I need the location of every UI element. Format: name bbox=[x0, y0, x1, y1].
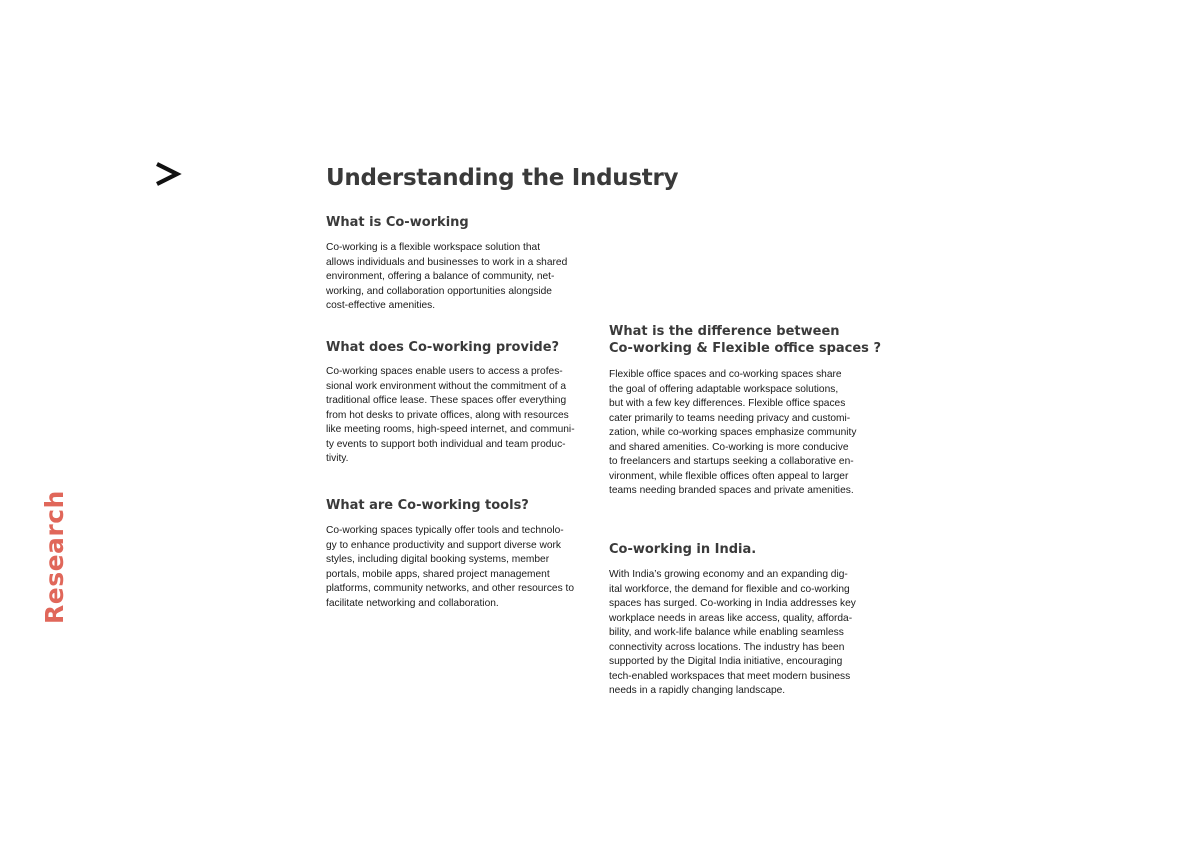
section-body: Co-working is a flexible workspace solution that allows individuals and businesses to work in a shared environment, offering a balance of community, net- working, and collaboration opportunities alongside cost-effective amenities. bbox=[326, 242, 568, 311]
section-coworking-vs-flexible bbox=[609, 323, 881, 499]
section-heading: Co-working in India. bbox=[609, 542, 757, 557]
section-body: Flexible office spaces and co-working spaces share the goal of offering adaptable workspace solutions, but with a few key differences. Flexible office spaces cater primarily to teams needing privacy and customi- zation, while co-working spaces emphasize community and shared amenities. Co-working is more conducive to freelancers and startups seeking a collaborative en- vironment, while flexible offices often appeal to larger teams needing branded spaces and private amenities. bbox=[609, 369, 857, 496]
section-heading: What is the difference between Co-working & Flexible office spaces ? bbox=[609, 324, 881, 356]
section-side-label: Research bbox=[40, 490, 69, 624]
section-heading: What are Co-working tools? bbox=[326, 498, 529, 513]
section-body: Co-working spaces typically offer tools and technolo- gy to enhance productivity and support diverse work styles, including digital booking systems, member portals, mobile apps, shared project management platforms, community networks, and other resources to facilitate networking and collaboration. bbox=[326, 525, 574, 609]
page-title: Understanding the Industry bbox=[326, 165, 679, 191]
section-coworking-in-india bbox=[609, 541, 871, 699]
section-heading: What does Co-working provide? bbox=[326, 340, 560, 355]
section-what-coworking-provides bbox=[326, 339, 586, 467]
section-coworking-tools bbox=[326, 497, 586, 611]
section-body: Co-working spaces enable users to access a profes- sional work environment without the commitment of a traditional office lease. These spaces offer everything from hot desks to private offices, along with resources like meeting rooms, high-speed internet, and communi- ty events to support both individual and team produc- tivity. bbox=[326, 366, 575, 464]
section-body: With India’s growing economy and an expanding dig- ital workforce, the demand for flexible and co-working spaces has surged. Co-working in India addresses key workplace needs in areas like access, quality, afforda- bility, and work-life balance while enabling seamless connectivity across locations. The industry has been supported by the Digital India initiative, encouraging tech-enabled workspaces that meet modern business needs in a rapidly changing landscape. bbox=[609, 569, 856, 696]
section-heading: What is Co-working bbox=[326, 215, 469, 230]
section-what-is-coworking bbox=[326, 214, 586, 314]
chevron-right-icon bbox=[153, 156, 183, 192]
